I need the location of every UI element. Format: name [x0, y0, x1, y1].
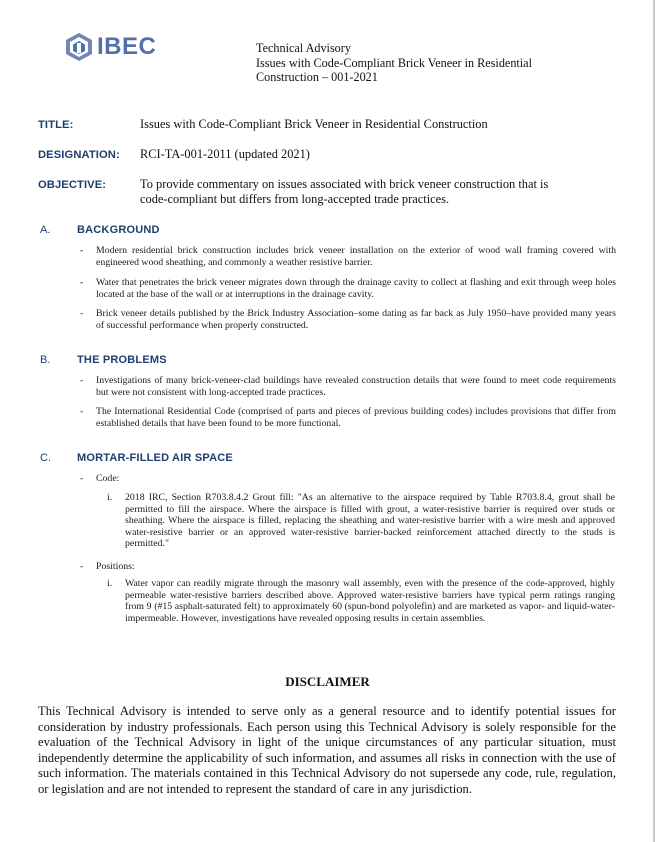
disclaimer-text: This Technical Advisory is intended to serve only as a general resource and to identify potential issues for consideration by industry professionals. Each person using this Technical Advisory is solely responsible for the evaluation of the Technical Advisory in light of the unique circumstances of any particular situation, must independently determine the applicability of such information, and assumes all risks in connection with the use of such information. The materials contained in this Technical Advisory do not supersede any code, rule, regulation, or legislation and are not intended to represent the standard of care in any jurisdiction.: [38, 704, 616, 796]
ibec-shield-icon: [64, 32, 94, 62]
section-a-letter: A.: [40, 224, 51, 236]
background-bullet-2: - Water that penetrates the brick veneer migrates down through the drainage cavity to collect at flashing and exit through weep holes located at the base of the wall or at interruptions in the drainage cavity.: [96, 277, 616, 300]
section-c-letter: C.: [40, 452, 51, 464]
objective-value: To provide commentary on issues associated with brick veneer construction that is code-compliant but differs from long-accepted trade practices.: [140, 177, 549, 207]
title-label: TITLE:: [38, 119, 74, 131]
disclaimer-title: DISCLAIMER: [285, 674, 370, 689]
code-text: 2018 IRC, Section R703.8.4.2 Grout fill: "As an alternative to the airspace required by Table R703.8.4, grout shall be permitted to fill the airspace. Where the airspace is filled with grout, a water-resistive barrier is required over studs or sheathing. Where the airspace is filled, replacing the sheathing and water-resistive barrier with a wire mesh and approved water-resistive barrier or an approved water-resistive barrier-backed reinforcement attached directly to the studs is permitted.": [125, 492, 615, 550]
background-bullet-1: - Modern residential brick construction includes brick veneer installation on the exterior of wood wall framing covered with engineered wood sheathing, and commonly a weather resistive barrier.: [96, 245, 616, 268]
designation-value: RCI-TA-001-2011 (updated 2021): [140, 147, 310, 161]
problems-bullet-1: - Investigations of many brick-veneer-clad buildings have revealed construction details that were found to meet code requirements but were not consistent with long-accepted trade practices.: [96, 375, 616, 398]
section-b-letter: B.: [40, 354, 51, 366]
header-line-2: Issues with Code-Compliant Brick Veneer in Residential: [256, 55, 532, 70]
objective-label: OBJECTIVE:: [38, 179, 107, 191]
section-b-title: THE PROBLEMS: [77, 354, 167, 366]
positions-numeral: i.: [107, 578, 113, 589]
positions-label: - Positions:: [96, 561, 135, 572]
title-value: Issues with Code-Compliant Brick Veneer in Residential Construction: [140, 117, 488, 131]
designation-label: DESIGNATION:: [38, 149, 120, 161]
header-line-3: Construction – 001-2021: [256, 70, 378, 85]
section-a-title: BACKGROUND: [77, 224, 160, 236]
header-line-1: Technical Advisory: [256, 41, 351, 55]
ibec-logo: [64, 32, 174, 62]
code-numeral: i.: [107, 492, 113, 503]
problems-bullet-2: - The International Residential Code (comprised of parts and pieces of previous building codes) includes provisions that differ from established details that have been found to be more functional.: [96, 406, 616, 429]
section-c-title: MORTAR-FILLED AIR SPACE: [77, 452, 233, 464]
code-label: - Code:: [96, 473, 119, 484]
background-bullet-3: - Brick veneer details published by the Brick Industry Association–some dating as far back as July 1950–have provided many years of successful performance when properly constructed.: [96, 308, 616, 331]
logo-wordmark: IBEC: [97, 33, 157, 60]
positions-text: Water vapor can readily migrate through the masonry wall assembly, even with the presence of the code-approved, highly permeable water-resistive barriers described above. Approved water-resistive barriers have typical perm ratings ranging from 9 (#15 asphalt-saturated felt) to approximately 60 (spun-bond polyolefin) and are marketed as vapor- and liquid-water-impermeable. However, investigations have revealed opposing results in certain assemblies.: [125, 578, 615, 624]
document-header: [256, 41, 576, 85]
